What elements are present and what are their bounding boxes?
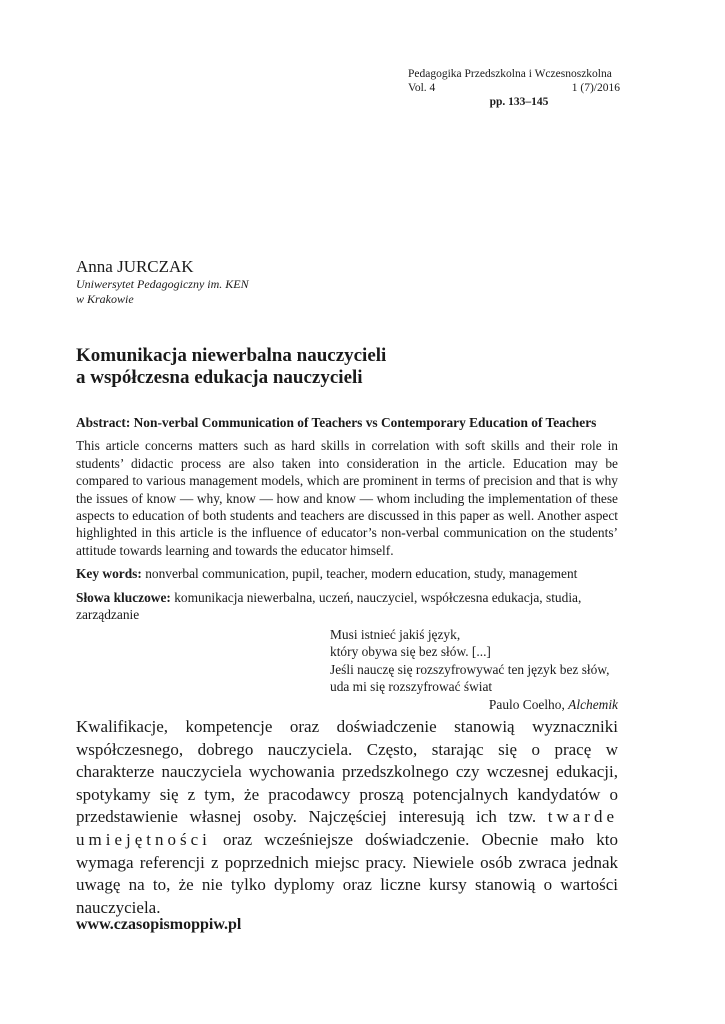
keywords-text: nonverbal communication, pupil, teacher, modern education, study, management — [145, 566, 578, 582]
epigraph-line-3: Jeśli nauczę się rozszyfrowywać ten język bez słów, — [330, 661, 610, 677]
keywords-label: Key words: — [76, 566, 142, 582]
main-text-after: oraz wcześniejsze doświadczenie. Obecnie mało kto wymaga referencji z poprzednich miejsc pracy. Niewiele osób zwraca jednak uwagę na to, że nie tylko dyplomy oraz liczne kursy stanowią o wartości nauczyciela. — [76, 829, 618, 917]
abstract-section — [76, 414, 618, 629]
abstract-body: This article concerns matters such as hard skills in correlation with soft skills and their role in students’ didactic process are also taken into consideration in the article. Education may be compared to various management models, which are prominent in terms of precision and that is why the issues of know — why, know — how and know — whom including the implementation of these aspects to education of both students and teachers are discussed in this paper as well. Another aspect highlighted in this article is the influence of educator’s non-verbal communication on the students’ attitude towards learning and towards the educator himself. — [76, 438, 618, 558]
journal-volume-row — [408, 81, 620, 95]
epigraph-attribution — [330, 696, 618, 713]
epigraph-author: Paulo Coelho, — [488, 696, 565, 712]
epigraph-line-1: Musi istnieć jakiś język, — [330, 627, 461, 642]
author-first-name: Anna — [76, 257, 113, 276]
journal-volume: Vol. 4 — [408, 82, 436, 94]
journal-title: Pedagogika Przedszkolna i Wczesnoszkolna — [408, 68, 612, 80]
title-line-2: a współczesna edukacja nauczycieli — [76, 367, 363, 388]
author-last-name: JURCZAK — [117, 257, 194, 276]
journal-pages: pp. 133–145 — [489, 96, 549, 108]
keywords-pl — [76, 589, 618, 624]
author-name — [76, 257, 249, 277]
main-paragraph — [76, 716, 618, 919]
footer-url-link[interactable]: www.czasopismoppiw.pl — [76, 916, 242, 933]
epigraph-source: Alchemik — [568, 696, 618, 712]
main-text-before: Kwalifikacje, kompetencje oraz doświadczenie stanowią wyznaczniki współczesnego, dobrego nauczyciela. Często, starając się o pracę w charakterze nauczyciela wychowania przedszkolnego czy wczesnej edukacji, spotykamy się z tym, że pracodawcy proszą potencjalnych kandydatów o przedstawienie własnej osoby. Najczęściej interesują ich tzw. — [76, 717, 618, 827]
author-block — [76, 257, 249, 307]
article-title — [76, 345, 386, 389]
title-line-1: Komunikacja niewerbalna nauczycieli — [76, 345, 387, 366]
epigraph-line-4: uda mi się rozszyfrować świat — [330, 679, 493, 695]
epigraph-line-2: który obywa się bez słów. [...] — [330, 644, 491, 660]
abstract-heading: Abstract: Non-verbal Communication of Teachers vs Contemporary Education of Teachers — [76, 415, 597, 430]
keywords-pl-label: Słowa kluczowe: — [76, 589, 171, 605]
keywords — [76, 565, 618, 582]
journal-issue: 1 (7)/2016 — [571, 82, 620, 94]
journal-header — [408, 67, 620, 109]
main-emphasis: twarde umiejętności — [76, 807, 618, 849]
epigraph — [330, 626, 618, 713]
author-affiliation-1: Uniwersytet Pedagogiczny im. KEN — [76, 277, 249, 291]
keywords-pl-text: komunikacja niewerbalna, uczeń, nauczyciel, współczesna edukacja, studia, zarządzanie — [76, 589, 582, 623]
author-affiliation-2: w Krakowie — [76, 292, 134, 306]
